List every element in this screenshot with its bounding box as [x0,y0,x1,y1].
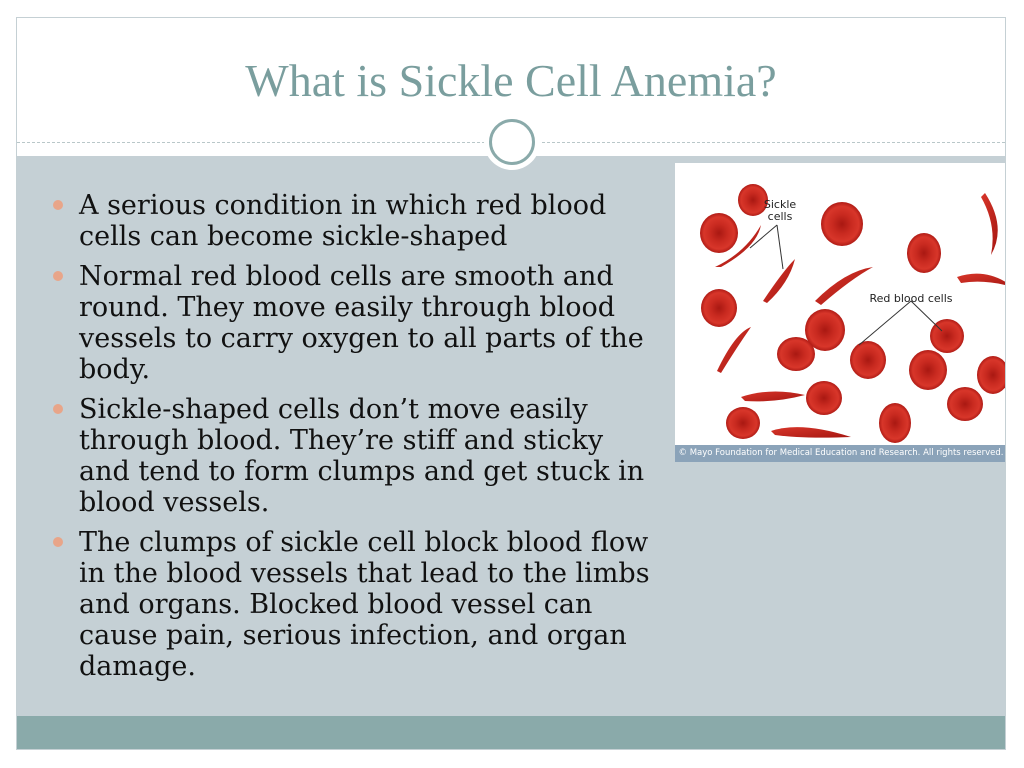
sickle-cell [957,274,1006,287]
sickle-cell [763,259,795,303]
sickle-cells-label-line1: Sickle [763,198,797,211]
copyright-credit: © Mayo Foundation for Medical Education and Research. All rights reserved. [675,445,1006,462]
sickle-cell [771,427,851,438]
red-blood-cell [700,213,738,253]
red-blood-cell [806,381,842,415]
bullet-text: Normal red blood cells are smooth and round. They move easily through blood vessels to carry oxygen to all parts of the body. [79,261,644,385]
sickle-cells-label [763,199,797,223]
bullet-item [49,261,654,385]
footer-bar [17,716,1005,750]
red-blood-cell [701,289,737,327]
red-blood-cells-label: Red blood cells [869,292,953,305]
sickle-cell [741,391,805,401]
bullet-dot-icon [53,404,63,414]
red-blood-cell [977,356,1006,394]
red-blood-cell [947,387,983,421]
bullet-dot-icon [53,200,63,210]
red-blood-cell [879,403,911,443]
leader-line [777,225,783,269]
bullet-list [49,190,654,691]
leader-line [911,301,942,331]
bullet-dot-icon [53,271,63,281]
bullet-item [49,190,654,252]
blood-cells-illustration [675,163,1006,462]
sickle-cells-label-line2: cells [767,210,793,223]
slide-title: What is Sickle Cell Anemia? [245,55,777,106]
red-blood-cells [700,184,1006,443]
red-blood-cell [909,350,947,390]
slide-frame [16,17,1006,750]
divider-circle-ornament [484,114,540,170]
bullet-item [49,527,654,682]
sickle-cell [717,327,751,373]
sickle-cell [981,193,998,255]
bullet-text: The clumps of sickle cell block blood flow in the blood vessels that lead to the limbs and organs. Blocked blood vessel can cause pain, serious infection, and organ damage. [79,527,650,682]
bullet-item [49,394,654,518]
bullet-text: A serious condition in which red blood cells can become sickle-shaped [79,190,607,252]
red-blood-cell [726,407,760,439]
red-blood-cell [907,233,941,273]
red-blood-cell [850,341,886,379]
bullet-text: Sickle-shaped cells don’t move easily through blood. They’re stiff and sticky and tend to form clumps and get stuck in blood vessels. [79,394,645,518]
red-blood-cell [821,202,863,246]
bullet-dot-icon [53,537,63,547]
divider-circle-ring [489,119,535,165]
leader-line [859,301,911,345]
red-blood-cell [777,337,815,371]
